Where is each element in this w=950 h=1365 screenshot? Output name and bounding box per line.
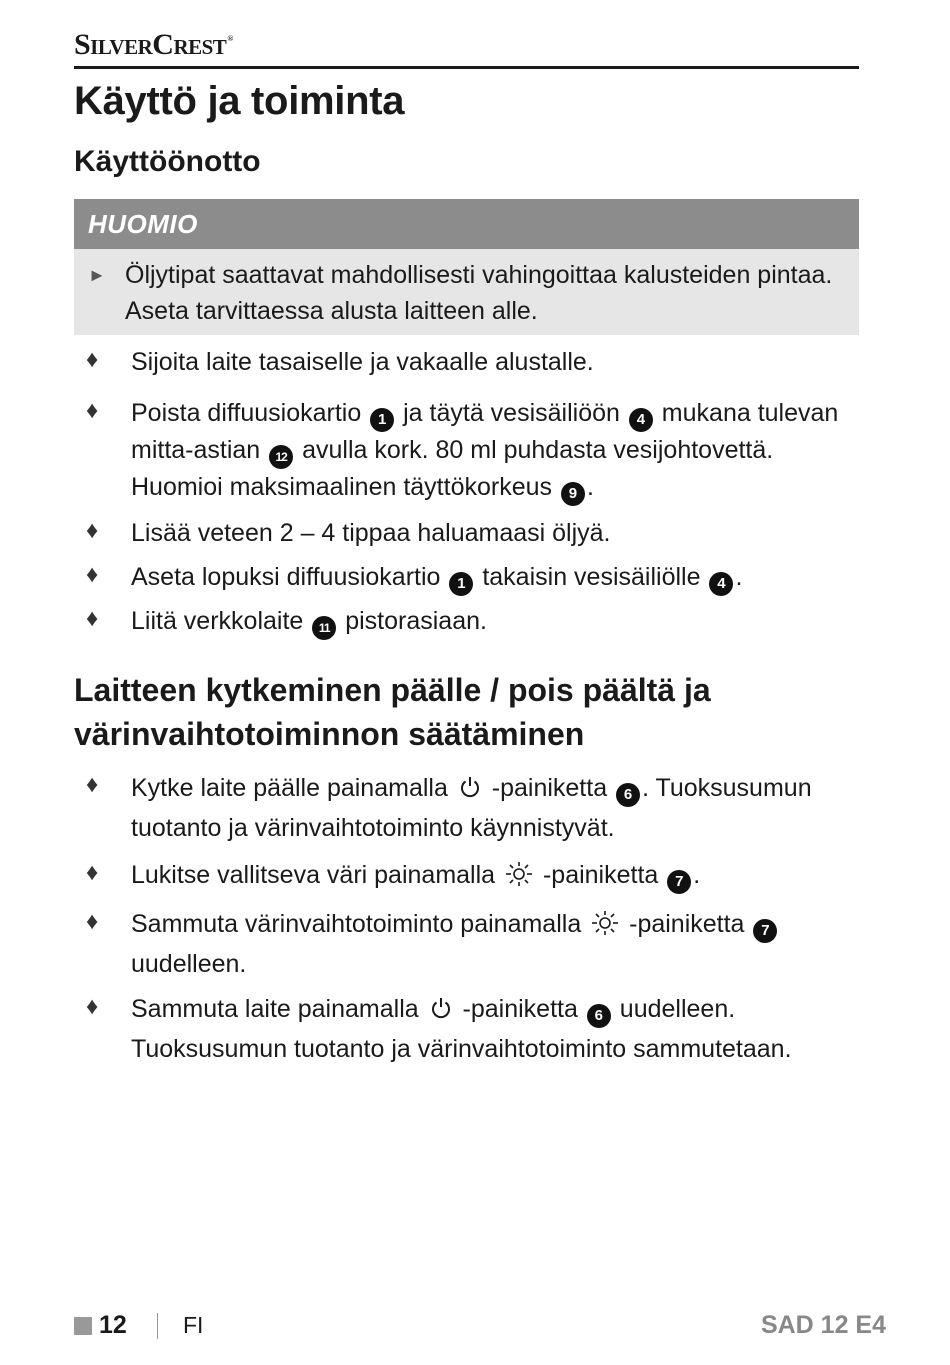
arrow-icon: ► — [88, 265, 106, 285]
note-heading: HUOMIO — [74, 199, 859, 249]
step-text: pistorasiaan. — [338, 607, 487, 635]
part-number-badge: 12 — [269, 445, 293, 469]
step-text: -painiketta — [455, 995, 585, 1023]
step-lock-color — [131, 857, 851, 897]
bullet-icon: ♦ — [86, 346, 99, 373]
bullet-icon: ♦ — [86, 605, 99, 632]
logo-text: SilverCrest — [74, 28, 227, 61]
header-rule — [74, 66, 859, 69]
part-number-badge: 1 — [370, 408, 394, 432]
part-number-badge: 7 — [753, 919, 777, 943]
step-text: Poista diffuusiokartio — [131, 399, 369, 427]
light-icon — [504, 861, 534, 897]
part-number-badge: 9 — [561, 482, 585, 506]
footer-square-icon — [74, 1317, 92, 1335]
part-number-badge: 6 — [587, 1004, 611, 1028]
step-text: takaisin vesisäiliölle — [475, 563, 708, 591]
model-number: SAD 12 E4 — [760, 1311, 886, 1339]
step-text: mukana tulevan mitta-astian — [131, 399, 839, 464]
page-title: Käyttö ja toiminta — [74, 79, 405, 123]
part-number-badge: 4 — [629, 408, 653, 432]
part-number-badge: 11 — [312, 616, 336, 640]
step-replace-cone — [131, 559, 851, 596]
step-add-oil: Lisää veteen 2 – 4 tippaa haluamaasi öljyä. — [131, 519, 611, 547]
light-icon — [590, 910, 620, 946]
part-number-badge: 1 — [449, 572, 473, 596]
step-text: uudelleen. — [131, 950, 247, 978]
step-text: Liitä verkkolaite — [131, 607, 311, 635]
bullet-icon: ♦ — [86, 517, 99, 544]
logo-registered-mark: ® — [227, 34, 233, 43]
step-text: -painiketta — [536, 861, 666, 889]
step-text: avulla kork. 80 ml puhdasta vesijohtovettä. Huomioi maksimaalinen täyttökorkeus — [131, 436, 774, 501]
note-box — [74, 249, 859, 335]
step-color-change-off — [131, 906, 851, 982]
section-title-startup: Käyttöönotto — [74, 145, 261, 178]
page-number: 12 — [99, 1311, 127, 1339]
step-text: Sammuta värinvaihtotoiminto painamalla — [131, 910, 589, 938]
step-text: . Tuoksusumun tuotanto ja värinvaihtotoiminto käynnistyvät. — [131, 774, 812, 842]
step-fill-water — [131, 395, 851, 506]
step-place-device: Sijoita laite tasaiselle ja vakaalle alustalle. — [131, 348, 594, 376]
bullet-icon: ♦ — [86, 908, 99, 935]
bullet-icon: ♦ — [86, 771, 99, 798]
power-icon — [428, 995, 454, 1031]
section-title-operation: Laitteen kytkeminen päälle / pois päältä ja värinvaihtotoiminnon säätäminen — [74, 672, 711, 752]
bullet-icon: ♦ — [86, 859, 99, 886]
step-text: -painiketta — [622, 910, 752, 938]
step-text: -painiketta — [484, 774, 615, 802]
step-plug-in — [131, 603, 851, 640]
step-text: Kytke laite päälle painamalla — [131, 774, 455, 802]
step-text: Sammuta laite painamalla — [131, 995, 426, 1023]
language-code: FI — [183, 1312, 204, 1338]
brand-logo — [74, 28, 233, 62]
step-text: Aseta lopuksi diffuusiokartio — [131, 563, 448, 591]
note-text: Öljytipat saattavat mahdollisesti vahingoittaa kalusteiden pintaa. Aseta tarvittaessa alusta laitteen alle. — [125, 261, 833, 325]
bullet-icon: ♦ — [86, 993, 99, 1020]
step-switch-off — [131, 991, 851, 1067]
step-text: ja täytä vesisäiliöön — [396, 399, 627, 427]
part-number-badge: 7 — [667, 870, 691, 894]
step-text: . — [586, 473, 594, 501]
step-switch-on — [131, 770, 851, 846]
power-icon — [457, 774, 483, 810]
step-text: . — [693, 861, 701, 889]
step-text: Lukitse vallitseva väri painamalla — [131, 861, 503, 889]
part-number-badge: 4 — [709, 572, 733, 596]
part-number-badge: 6 — [616, 783, 640, 807]
step-text: uudelleen. Tuoksusumun tuotanto ja värinvaihtotoiminto sammutetaan. — [131, 995, 792, 1063]
footer-divider — [157, 1313, 158, 1339]
step-text: . — [735, 563, 743, 591]
bullet-icon: ♦ — [86, 561, 99, 588]
bullet-icon: ♦ — [86, 397, 99, 424]
